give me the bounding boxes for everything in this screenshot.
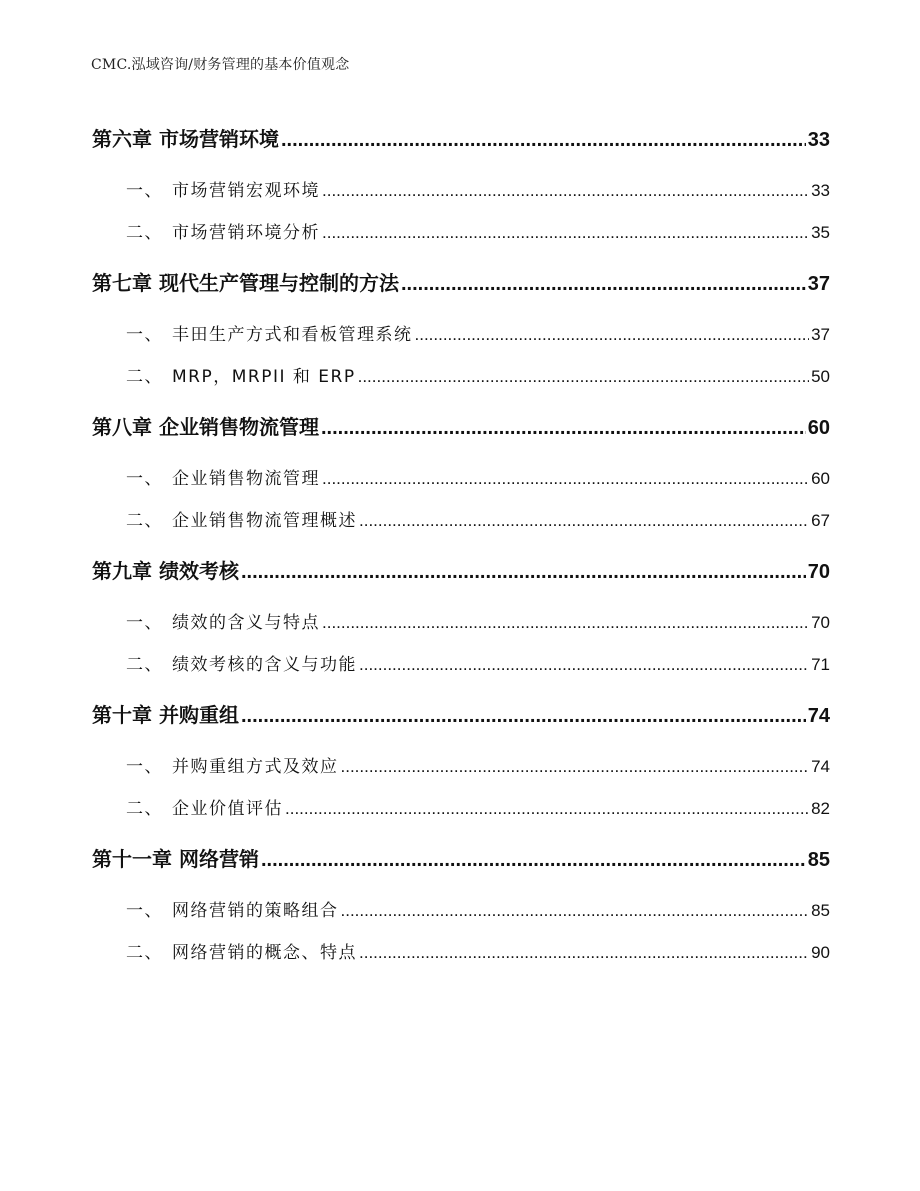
toc-chapter-title: 第十一章 网络营销	[92, 847, 259, 871]
toc-section-number: 二、	[126, 511, 163, 531]
toc-page-number: 60	[811, 469, 830, 488]
toc-chapter-9[interactable]	[92, 555, 830, 584]
toc-page-number: 37	[807, 273, 830, 295]
toc-section-title: 绩效考核的含义与功能	[172, 655, 357, 675]
toc-section-number: 二、	[126, 223, 163, 243]
toc-leader-dots	[281, 129, 806, 152]
toc-page-number: 74	[807, 705, 830, 727]
toc-leader-dots	[359, 943, 809, 963]
toc-section-7-1[interactable]	[126, 320, 830, 345]
toc-page-number: 85	[811, 901, 830, 920]
toc-leader-dots	[401, 273, 806, 296]
toc-chapter-8[interactable]	[92, 411, 830, 440]
toc-page-number: 74	[811, 757, 830, 776]
toc-leader-dots	[241, 705, 806, 728]
toc-leader-dots	[321, 417, 806, 440]
toc-page-number: 67	[811, 511, 830, 530]
toc-leader-dots	[341, 757, 810, 777]
toc-section-title: 绩效的含义与特点	[172, 613, 320, 633]
toc-section-number: 一、	[126, 901, 163, 921]
toc-section-title: 企业销售物流管理	[172, 469, 320, 489]
toc-chapter-7[interactable]	[92, 267, 830, 296]
toc-chapter-title: 第九章 绩效考核	[92, 559, 239, 583]
toc-section-title: 丰田生产方式和看板管理系统	[172, 325, 413, 345]
toc-section-title: 网络营销的策略组合	[172, 901, 339, 921]
toc-leader-dots	[415, 325, 810, 345]
toc-section-9-2[interactable]	[126, 650, 830, 675]
toc-page-number: 82	[811, 799, 830, 818]
toc-section-number: 一、	[126, 469, 163, 489]
toc-page-number: 60	[807, 417, 830, 439]
toc-chapter-11[interactable]	[92, 843, 830, 872]
toc-section-10-2[interactable]	[126, 794, 830, 819]
toc-leader-dots	[285, 799, 809, 819]
toc-section-number: 二、	[126, 655, 163, 675]
running-header: CMC.泓域咨询/财务管理的基本价值观念	[91, 57, 350, 73]
toc-leader-dots	[341, 901, 810, 921]
toc-leader-dots	[358, 367, 809, 387]
toc-section-title: 并购重组方式及效应	[172, 757, 339, 777]
toc-chapter-10[interactable]	[92, 699, 830, 728]
toc-section-7-2[interactable]	[126, 362, 830, 387]
toc-section-10-1[interactable]	[126, 752, 830, 777]
toc-section-number: 二、	[126, 943, 163, 963]
toc-section-11-1[interactable]	[126, 896, 830, 921]
toc-leader-dots	[261, 849, 806, 872]
toc-chapter-title: 第六章 市场营销环境	[92, 127, 279, 151]
toc-chapter-title: 第十章 并购重组	[92, 703, 239, 727]
toc-leader-dots	[322, 469, 809, 489]
toc-section-6-1[interactable]	[126, 176, 830, 201]
toc-section-9-1[interactable]	[126, 608, 830, 633]
toc-section-11-2[interactable]	[126, 938, 830, 963]
toc-leader-dots	[322, 223, 809, 243]
toc-page-number: 71	[811, 655, 830, 674]
toc-section-6-2[interactable]	[126, 218, 830, 243]
toc-leader-dots	[359, 655, 809, 675]
toc-section-number: 一、	[126, 325, 163, 345]
toc-page-number: 50	[811, 367, 830, 386]
toc-leader-dots	[322, 181, 809, 201]
toc-section-number: 二、	[126, 799, 163, 819]
toc-section-title: 企业销售物流管理概述	[172, 511, 357, 531]
toc-page-number: 70	[811, 613, 830, 632]
toc-section-title: 企业价值评估	[172, 799, 283, 819]
toc-section-8-2[interactable]	[126, 506, 830, 531]
toc-page-number: 37	[811, 325, 830, 344]
toc-page-number: 33	[807, 129, 830, 151]
toc-section-title: 市场营销宏观环境	[172, 181, 320, 201]
toc-section-title: 网络营销的概念、特点	[172, 943, 357, 963]
toc-chapter-title: 第八章 企业销售物流管理	[92, 415, 319, 439]
toc-chapter-title: 第七章 现代生产管理与控制的方法	[92, 271, 399, 295]
toc-leader-dots	[359, 511, 809, 531]
toc-chapter-6[interactable]	[92, 123, 830, 152]
toc-section-number: 一、	[126, 613, 163, 633]
toc-section-number: 一、	[126, 181, 163, 201]
toc-leader-dots	[241, 561, 806, 584]
toc-page-number: 35	[811, 223, 830, 242]
toc-section-title: 市场营销环境分析	[172, 223, 320, 243]
toc-page-number: 90	[811, 943, 830, 962]
toc-page-number: 85	[807, 849, 830, 871]
toc-section-number: 一、	[126, 757, 163, 777]
toc-section-title: MRP，MRPII 和 ERP	[172, 367, 356, 387]
toc-page-number: 33	[811, 181, 830, 200]
toc-leader-dots	[322, 613, 809, 633]
toc-section-8-1[interactable]	[126, 464, 830, 489]
toc-section-number: 二、	[126, 367, 163, 387]
toc-page-number: 70	[807, 561, 830, 583]
